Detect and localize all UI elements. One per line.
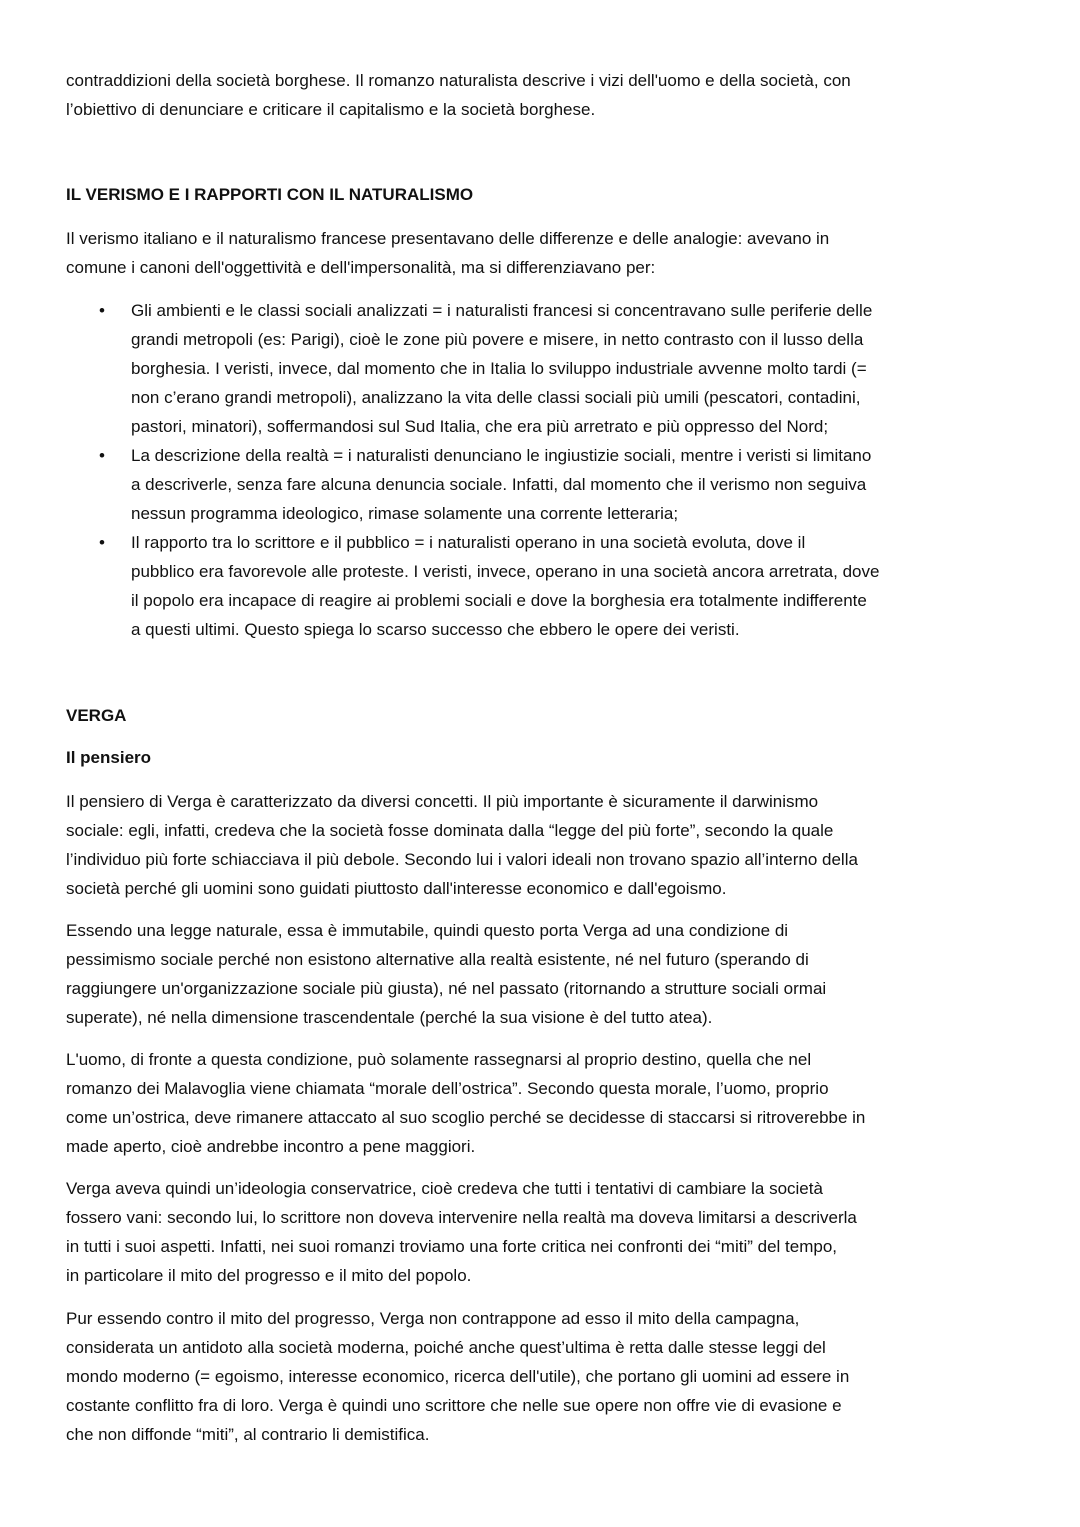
paragraph-campagna [66, 1304, 1026, 1449]
text-line: Verga aveva quindi un’ideologia conservatrice, cioè credeva che tutti i tentativi di cambiare la società [66, 1179, 823, 1198]
bullet-icon: • [99, 533, 105, 552]
text-line: a descriverle, senza fare alcuna denuncia sociale. Infatti, dal momento che il verismo non seguiva [131, 475, 867, 494]
text-line: come un’ostrica, deve rimanere attaccato al suo scoglio perché se decidesse di staccarsi si ritroverebbe in [66, 1108, 866, 1127]
text-line: in particolare il mito del progresso e il mito del popolo. [66, 1266, 472, 1285]
text-line: grandi metropoli (es: Parigi), cioè le zone più povere e misere, in netto contrasto con il lusso della [131, 330, 864, 349]
text-line: Essendo una legge naturale, essa è immutabile, quindi questo porta Verga ad una condizione di [66, 921, 789, 940]
text-line: pastori, minatori), soffermandosi sul Sud Italia, che era più arretrato e più oppresso del Nord; [131, 417, 829, 436]
text-line: mondo moderno (= egoismo, interesse economico, ricerca dell'utile), che portano gli uomini ad essere in [66, 1367, 850, 1386]
paragraph-pessimismo [66, 916, 1026, 1032]
paragraph-verismo [66, 224, 1026, 282]
text-line: l’individuo più forte schiacciava il più debole. Secondo lui i valori ideali non trovano spazio all’interno della [66, 850, 858, 869]
paragraph-ostrica [66, 1045, 1026, 1161]
text-line: L'uomo, di fronte a questa condizione, può solamente rassegnarsi al proprio destino, quella che nel [66, 1050, 812, 1069]
text-line: romanzo dei Malavoglia viene chiamata “morale dell’ostrica”. Secondo questa morale, l’uomo, proprio [66, 1079, 829, 1098]
text-line: La descrizione della realtà = i naturalisti denunciano le ingiustizie sociali, mentre i veristi si limitano [131, 446, 872, 465]
text-line: borghesia. I veristi, invece, dal momento che in Italia lo sviluppo industriale avvenne molto tardi (= [131, 359, 867, 378]
bullet-icon: • [99, 301, 105, 320]
text-line: comune i canoni dell'oggettività e dell'impersonalità, ma si differenziavano per: [66, 258, 656, 277]
text-line: non c’erano grandi metropoli), analizzano la vita delle classi sociali più umili (pescatori, contadini, [131, 388, 861, 407]
text-line: raggiungere un'organizzazione sociale più giusta), né nel passato (ritornando a strutture sociali ormai [66, 979, 827, 998]
bullet-icon: • [99, 446, 105, 465]
text-line: l’obiettivo di denunciare e criticare il capitalismo e la società borghese. [66, 100, 596, 119]
bullet-list [66, 296, 1026, 644]
text-line: sociale: egli, infatti, credeva che la società fosse dominata dalla “legge del più forte”, secondo la quale [66, 821, 834, 840]
text-line: in tutti i suoi aspetti. Infatti, nei suoi romanzi troviamo una forte critica nei confronti dei “miti” del tempo, [66, 1237, 838, 1256]
text-line: Il verismo italiano e il naturalismo francese presentavano delle differenze e delle analogie: avevano in [66, 229, 830, 248]
text-line: made aperto, cioè andrebbe incontro a pene maggiori. [66, 1137, 476, 1156]
subheading-pensiero: Il pensiero [66, 748, 152, 767]
paragraph-conservatrice [66, 1174, 1026, 1290]
text-line: pubblico era favorevole alle proteste. I veristi, invece, operano in una società ancora arretrata, dove [131, 562, 880, 581]
text-line: il popolo era incapace di reagire ai problemi sociali e dove la borghesia era totalmente indifferente [131, 591, 867, 610]
paragraph-darwinismo [66, 787, 1026, 903]
list-item [66, 296, 1026, 441]
heading-verga: VERGA [66, 706, 127, 725]
paragraph-intro [66, 66, 1026, 124]
text-line: contraddizioni della società borghese. Il romanzo naturalista descrive i vizi dell'uomo e della società, con [66, 71, 851, 90]
text-line: Il rapporto tra lo scrittore e il pubblico = i naturalisti operano in una società evoluta, dove il [131, 533, 806, 552]
list-item [66, 528, 1026, 644]
text-line: Pur essendo contro il mito del progresso, Verga non contrappone ad esso il mito della campagna, [66, 1309, 800, 1328]
text-line: società perché gli uomini sono guidati piuttosto dall'interesse economico e dall'egoismo. [66, 879, 727, 898]
text-line: Il pensiero di Verga è caratterizzato da diversi concetti. Il più importante è sicuramente il darwinismo [66, 792, 819, 811]
text-line: pessimismo sociale perché non esistono alternative alla realtà esistente, né nel futuro (sperando di [66, 950, 809, 969]
list-item [66, 441, 1026, 528]
text-line: fossero vani: secondo lui, lo scrittore non doveva intervenire nella realtà ma doveva limitarsi a descriverla [66, 1208, 857, 1227]
text-line: Gli ambienti e le classi sociali analizzati = i naturalisti francesi si concentravano sulle periferie delle [131, 301, 873, 320]
text-line: superate), né nella dimensione trascendentale (perché la sua visione è del tutto atea). [66, 1008, 713, 1027]
text-line: costante conflitto fra di loro. Verga è quindi uno scrittore che nelle sue opere non offre vie di evasione e [66, 1396, 842, 1415]
text-line: a questi ultimi. Questo spiega lo scarso successo che ebbero le opere dei veristi. [131, 620, 740, 639]
text-line: considerata un antidoto alla società moderna, poiché anche quest’ultima è retta dalle stesse leggi del [66, 1338, 826, 1357]
text-line: che non diffonde “miti”, al contrario li demistifica. [66, 1425, 430, 1444]
text-line: nessun programma ideologico, rimase solamente una corrente letteraria; [131, 504, 679, 523]
heading-verismo: IL VERISMO E I RAPPORTI CON IL NATURALISMO [66, 185, 474, 204]
